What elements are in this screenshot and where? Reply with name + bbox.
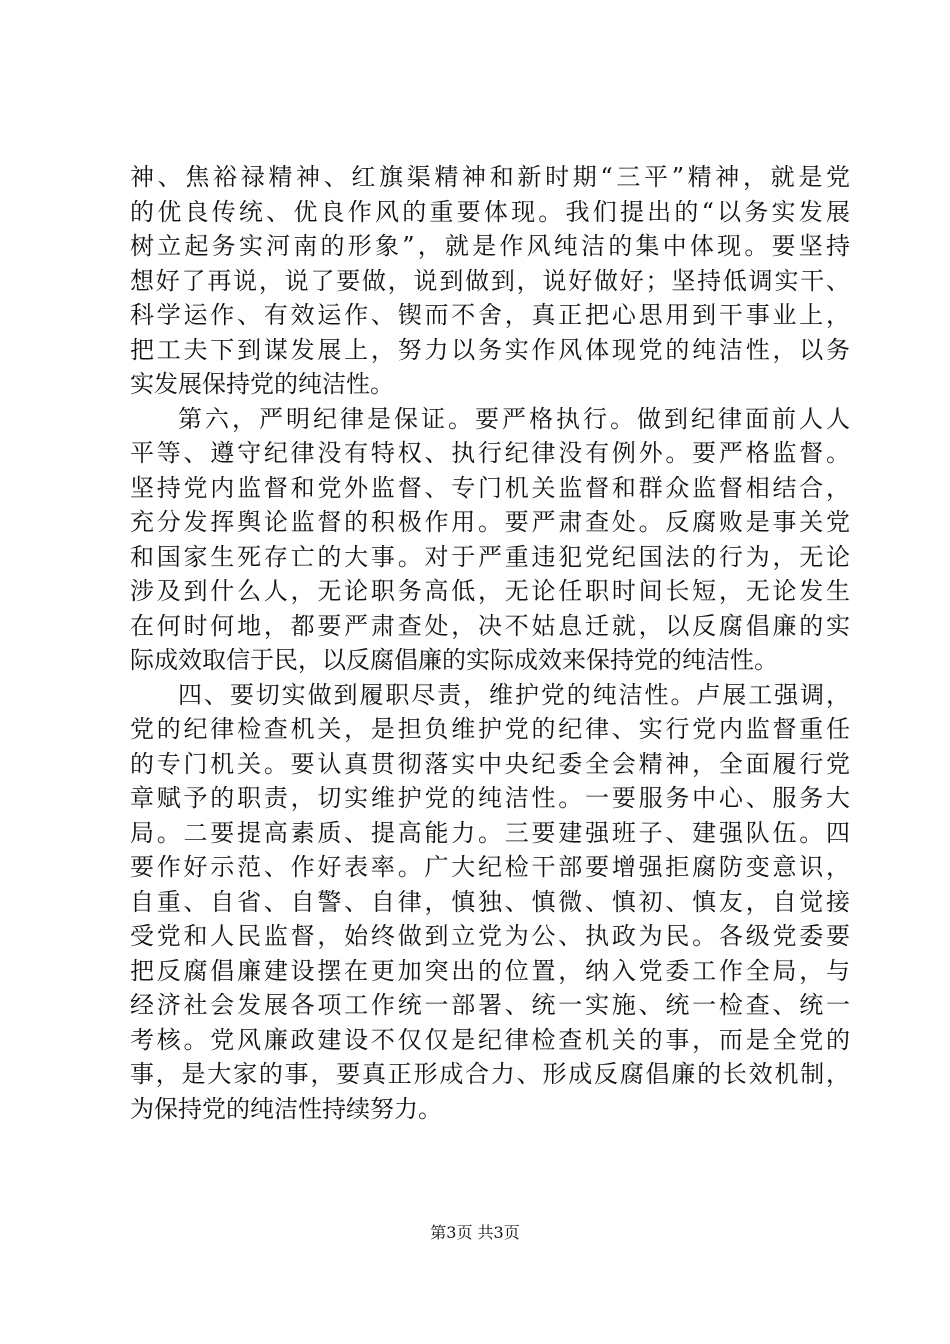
paragraph-start-line: 第六，严明纪律是保证。要严格执行。做到纪律面前人人 xyxy=(178,404,850,433)
text-line: 局。二要提高素质、提高能力。三要建强班子、建强队伍。四 xyxy=(130,818,850,847)
text-line: 实发展保持党的纯洁性。 xyxy=(130,370,394,398)
text-line: 章赋予的职责，切实维护党的纯洁性。一要服务中心、服务大 xyxy=(130,784,850,812)
text-line: 际成效取信于民，以反腐倡廉的实际成效来保持党的纯洁性。 xyxy=(130,646,778,674)
text-line: 涉及到什么人，无论职务高低，无论任职时间长短，无论发生 xyxy=(130,577,850,605)
text-line: 自重、自省、自警、自律，慎独、慎微、慎初、慎友，自觉接 xyxy=(130,887,850,916)
text-line: 想好了再说，说了要做，说到做到，说好做好；坚持低调实干、 xyxy=(130,266,850,295)
text-line: 和国家生死存亡的大事。对于严重违犯党纪国法的行为，无论 xyxy=(130,542,850,571)
text-line: 受党和人民监督，始终做到立党为公、执政为民。各级党委要 xyxy=(130,922,850,950)
text-line: 科学运作、有效运作、锲而不舍，真正把心思用到干事业上， xyxy=(130,301,850,329)
text-line: 的专门机关。要认真贯彻落实中央纪委全会精神，全面履行党 xyxy=(130,749,850,778)
paragraph-start-line: 四、要切实做到履职尽责，维护党的纯洁性。卢展工强调， xyxy=(178,680,850,709)
text-line: 经济社会发展各项工作统一部署、统一实施、统一检查、统一 xyxy=(130,991,850,1019)
text-line: 在何时何地，都要严肃查处，决不姑息迁就，以反腐倡廉的实 xyxy=(130,611,850,640)
text-line: 把反腐倡廉建设摆在更加突出的位置，纳入党委工作全局，与 xyxy=(130,956,850,985)
text-line: 为保持党的纯洁性持续努力。 xyxy=(130,1094,442,1123)
text-line: 的优良传统、优良作风的重要体现。我们提出的“以务实发展 xyxy=(130,197,850,226)
text-line: 神、焦裕禄精神、红旗渠精神和新时期“三平”精神，就是党 xyxy=(130,163,850,191)
text-line: 考核。党风廉政建设不仅仅是纪律检查机关的事，而是全党的 xyxy=(130,1025,850,1054)
body-text xyxy=(130,160,850,1126)
text-line: 党的纪律检查机关，是担负维护党的纪律、实行党内监督重任 xyxy=(130,715,850,743)
text-line: 充分发挥舆论监督的积极作用。要严肃查处。反腐败是事关党 xyxy=(130,508,850,536)
text-line: 平等、遵守纪律没有特权、执行纪律没有例外。要严格监督。 xyxy=(130,439,850,467)
text-line: 把工夫下到谋发展上，努力以务实作风体现党的纯洁性，以务 xyxy=(130,335,850,364)
text-line: 坚持党内监督和党外监督、专门机关监督和群众监督相结合， xyxy=(130,473,850,502)
text-line: 树立起务实河南的形象”，就是作风纯洁的集中体现。要坚持 xyxy=(130,232,850,260)
page-number-label: 第3页 共3页 xyxy=(430,1223,520,1242)
text-line: 事，是大家的事，要真正形成合力、形成反腐倡廉的长效机制， xyxy=(130,1060,850,1088)
text-line: 要作好示范、作好表率。广大纪检干部要增强拒腐防变意识， xyxy=(130,853,850,881)
page-footer xyxy=(0,1223,950,1243)
